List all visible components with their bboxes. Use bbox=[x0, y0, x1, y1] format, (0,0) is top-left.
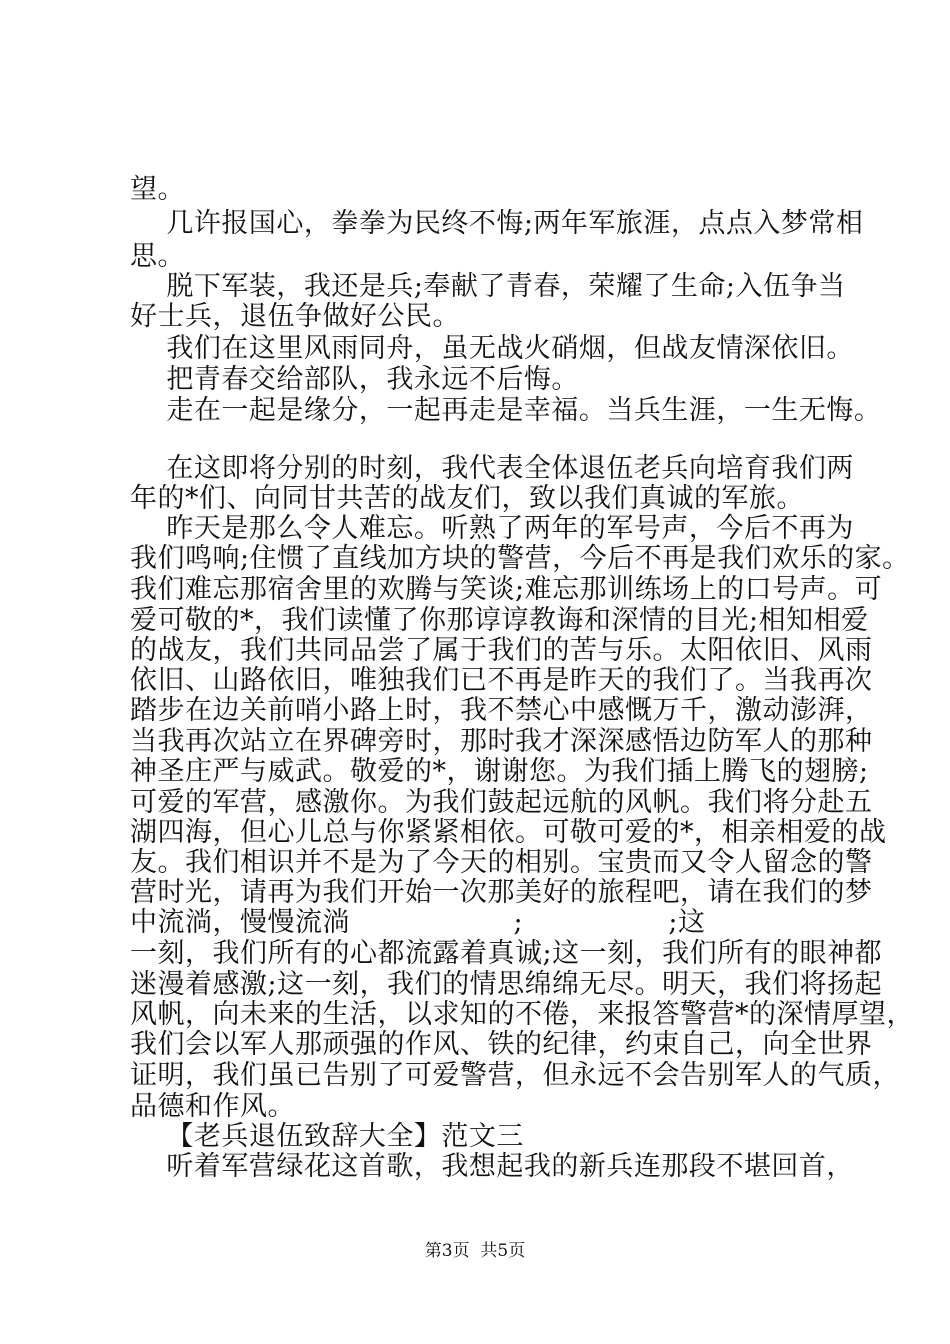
text-line: 把青春交给部队，我永远不后悔。 bbox=[130, 364, 579, 395]
text-line: 中流淌，慢慢流淌 ; ;这 bbox=[130, 907, 706, 938]
text-line: 品德和作风。 bbox=[130, 1091, 295, 1122]
text-line: 风帆，向未来的生活，以求知的不倦，来报答警营*的深情厚望， bbox=[130, 999, 914, 1030]
text-line: 踏步在边关前哨小路上时，我不禁心中感慨万千，激动澎湃， bbox=[130, 695, 873, 726]
text-line: 昨天是那么令人难忘。听熟了两年的军号声，今后不再为 bbox=[130, 513, 854, 544]
text-line: 当我再次站立在界碑旁时，那时我才深深感悟边防军人的那种 bbox=[130, 726, 873, 757]
text-line: 湖四海，但心儿总与你紧紧相依。可敬可爱的*，相亲相爱的战 bbox=[130, 817, 887, 848]
text-line: 我们会以军人那顽强的作风、铁的纪律，约束自己，向全世界 bbox=[130, 1029, 873, 1060]
text-line: 友。我们相识并不是为了今天的相别。宝贵而又令人留念的警 bbox=[130, 847, 873, 878]
text-line: 营时光，请再为我们开始一次那美好的旅程吧，请在我们的梦 bbox=[130, 877, 873, 908]
text-line: 一刻，我们所有的心都流露着真诚;这一刻，我们所有的眼神都 bbox=[130, 938, 883, 969]
text-line: 依旧、山路依旧，唯独我们已不再是昨天的我们了。当我再次 bbox=[130, 665, 873, 696]
text-line: 在这即将分别的时刻，我代表全体退伍老兵向培育我们两 bbox=[130, 453, 854, 484]
text-line: 我们鸣响;住惯了直线加方块的警营，今后不再是我们欢乐的家。 bbox=[130, 543, 910, 574]
text-line: 年的*们、向同甘共苦的战友们，致以我们真诚的军旅。 bbox=[130, 483, 804, 514]
text-line: 听着军营绿花这首歌，我想起我的新兵连那段不堪回首， bbox=[130, 1151, 854, 1182]
text-line: 证明，我们虽已告别了可爱警营，但永远不会告别军人的气质， bbox=[130, 1060, 900, 1091]
section-heading: 【老兵退伍致辞大全】范文三 bbox=[130, 1121, 524, 1152]
text-line: 我们在这里风雨同舟，虽无战火硝烟，但战友情深依旧。 bbox=[130, 333, 854, 364]
text-line: 思。 bbox=[130, 241, 185, 272]
text-line: 望。 bbox=[130, 174, 185, 205]
text-line: 几许报国心，拳拳为民终不悔;两年军旅涯，点点入梦常相 bbox=[130, 208, 864, 239]
text-line: 迷漫着感激;这一刻，我们的情思绵绵无尽。明天，我们将扬起 bbox=[130, 969, 883, 1000]
text-line: 我们难忘那宿舍里的欢腾与笑谈;难忘那训练场上的口号声。可 bbox=[130, 574, 883, 605]
text-line: 走在一起是缘分，一起再走是幸福。当兵生涯，一生无悔。 bbox=[130, 395, 882, 426]
text-line: 的战友，我们共同品尝了属于我们的苦与乐。太阳依旧、风雨 bbox=[130, 635, 873, 666]
text-line: 神圣庄严与威武。敬爱的*，谢谢您。为我们插上腾飞的翅膀; bbox=[130, 756, 869, 787]
text-line: 脱下军装，我还是兵;奉献了青春，荣耀了生命;入伍争当 bbox=[130, 271, 846, 302]
text-line: 好士兵，退伍争做好公民。 bbox=[130, 301, 460, 332]
page-number: 第3页 共5页 bbox=[424, 1241, 526, 1261]
text-line: 可爱的军营，感激你。为我们鼓起远航的风帆。我们将分赴五 bbox=[130, 787, 873, 818]
text-line: 爱可敬的*，我们读懂了你那谆谆教诲和深情的目光;相知相爱 bbox=[130, 605, 869, 636]
